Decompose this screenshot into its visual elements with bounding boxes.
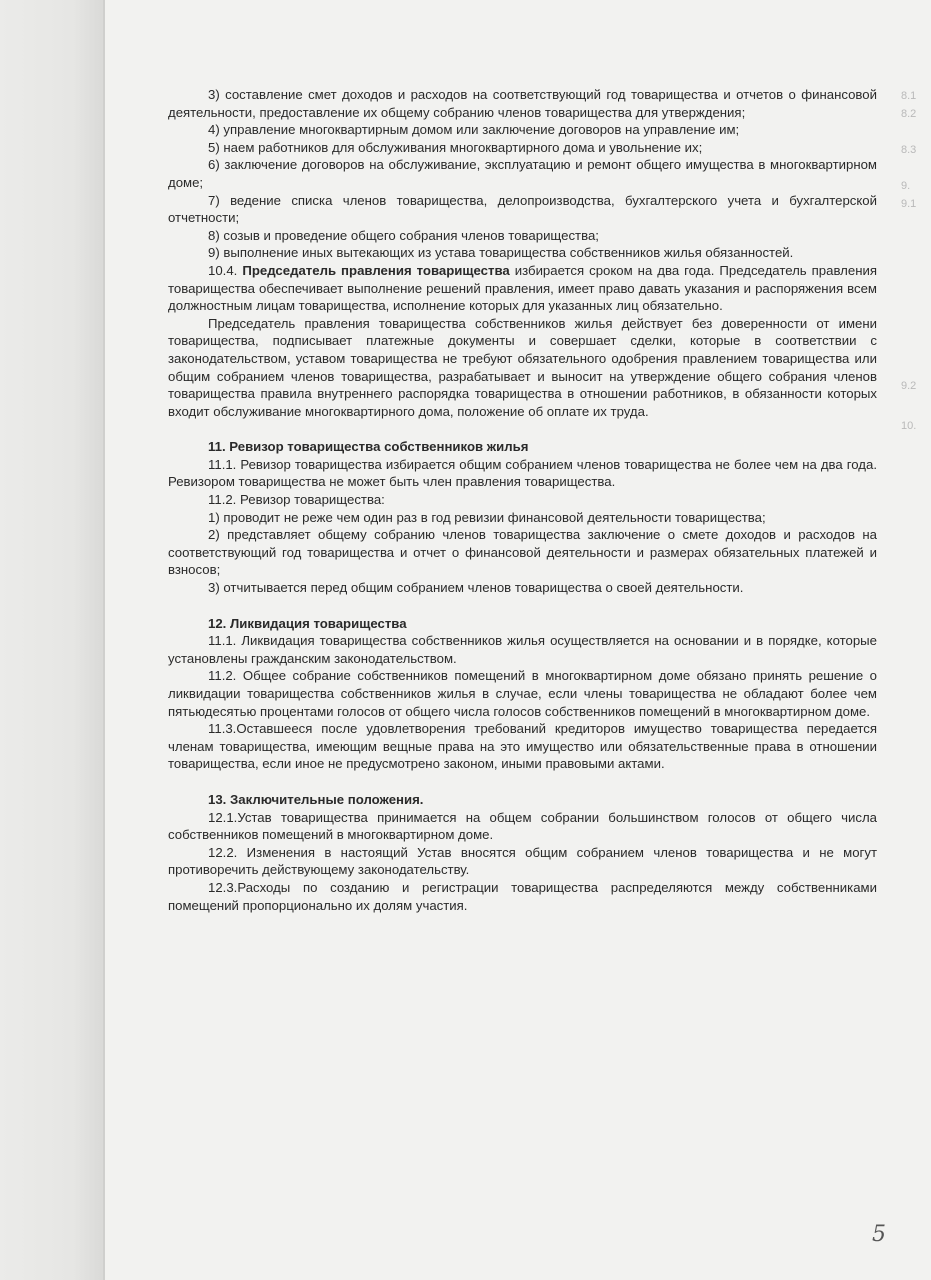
page-fold-edge xyxy=(103,0,105,1280)
paragraph: 11.2. Ревизор товарищества: xyxy=(208,492,385,508)
paragraph: 12.2. Изменения в настоящий Устав вносятся общим собранием членов товарищества и не могут противоречить действующему законодательству. xyxy=(168,844,877,878)
bleed-through-margin: 8.1 8.2 8.3 9. 9.1 9.2 10. xyxy=(901,90,917,432)
paragraph: 2) представляет общему собранию членов товарищества заключение о смете доходов и расходов на соответствующий год товарищества и отчет о финансовой деятельности и размерах обязательных платежей и взносов; xyxy=(168,527,877,578)
chairman-heading: Председатель правления товарищества xyxy=(242,262,510,278)
paragraph: Председатель правления товарищества собственников жилья действует без доверенности от имени товарищества, подписывает платежные документы и совершает сделки, которые в соответствии с законодательством, уставом товарищества не требуют обязательного одобрения правлением товарищества или общим собранием членов товарищества, разрабатывает и выносит на утверждение общего собрания членов товарищества правила внутреннего распорядка товарищества в отношении работников, в обязанности которых входит обслуживание многоквартирного дома, положение об оплате их труда. xyxy=(168,315,877,419)
section-12-title: 12. Ликвидация товарищества xyxy=(208,615,407,631)
paragraph: 12.1.Устав товарищества принимается на общем собрании большинством голосов от общего числа собственников помещений в многоквартирном доме. xyxy=(168,809,877,843)
clause-text: избирается сроком на два года. Председатель правления товарищества обеспечивает выполнение решений правления, имеет право давать указания и распоряжения всем должностным лицам товарищества, исполнение которых для указанных лиц обязательно. xyxy=(168,262,877,314)
paragraph: 8) созыв и проведение общего собрания членов товарищества; xyxy=(208,227,599,243)
paragraph: 4) управление многоквартирным домом или заключение договоров на управление им; xyxy=(208,122,740,138)
paragraph: 5) наем работников для обслуживания многоквартирного дома и увольнение их; xyxy=(208,139,703,155)
paragraph: 9) выполнение иных вытекающих из устава товарищества собственников жилья обязанностей. xyxy=(208,245,794,261)
scan-left-margin xyxy=(0,0,104,1280)
paragraph-chairman xyxy=(168,262,877,315)
section-13-title: 13. Заключительные положения. xyxy=(208,791,424,807)
paragraph: 11.1. Ликвидация товарищества собственников жилья осуществляется на основании и в порядке, которые установлены гражданским законодательством. xyxy=(168,633,877,666)
paragraph: 11.1. Ревизор товарищества избирается общим собранием членов товарищества не более чем на два года. Ревизором товарищества не может быть член правления товарищества. xyxy=(168,456,877,490)
paragraph: 11.3.Оставшееся после удовлетворения требований кредиторов имущество товарищества передается членам товарищества, имеющим вещные права на это имущество или обязательственные права в отношении товарищества, если иное не предусмотрено законом, иными правовыми актами. xyxy=(168,721,877,772)
paragraph: 6) заключение договоров на обслуживание, эксплуатацию и ремонт общего имущества в многоквартирном доме; xyxy=(168,157,877,190)
paragraph: 3) составление смет доходов и расходов на соответствующий год товарищества и отчетов о финансовой деятельности, предоставление их общему собранию членов товарищества для утверждения; xyxy=(168,87,877,120)
paragraph: 12.3.Расходы по созданию и регистрации товарищества распределяются между собственниками помещений пропорционально их долям участия. xyxy=(168,879,877,913)
page-number: 5 xyxy=(872,1222,886,1247)
document-body xyxy=(168,86,877,914)
paragraph: 3) отчитывается перед общим собранием членов товарищества о своей деятельности. xyxy=(208,580,744,596)
paragraph: 7) ведение списка членов товарищества, делопроизводства, бухгалтерского учета и бухгалтерской отчетности; xyxy=(168,192,877,226)
section-11-title: 11. Ревизор товарищества собственников жилья xyxy=(208,439,529,455)
paragraph: 11.2. Общее собрание собственников помещений в многоквартирном доме обязано принять решение о ликвидации товарищества собственников жилья в случае, если члены товарищества не обладают более чем пятьюдесятью процентами голосов от общего числа голосов собственников помещений в многоквартирном доме. xyxy=(168,668,877,719)
clause-number: 10.4. xyxy=(208,262,238,278)
paragraph: 1) проводит не реже чем один раз в год ревизии финансовой деятельности товарищества; xyxy=(208,509,766,525)
